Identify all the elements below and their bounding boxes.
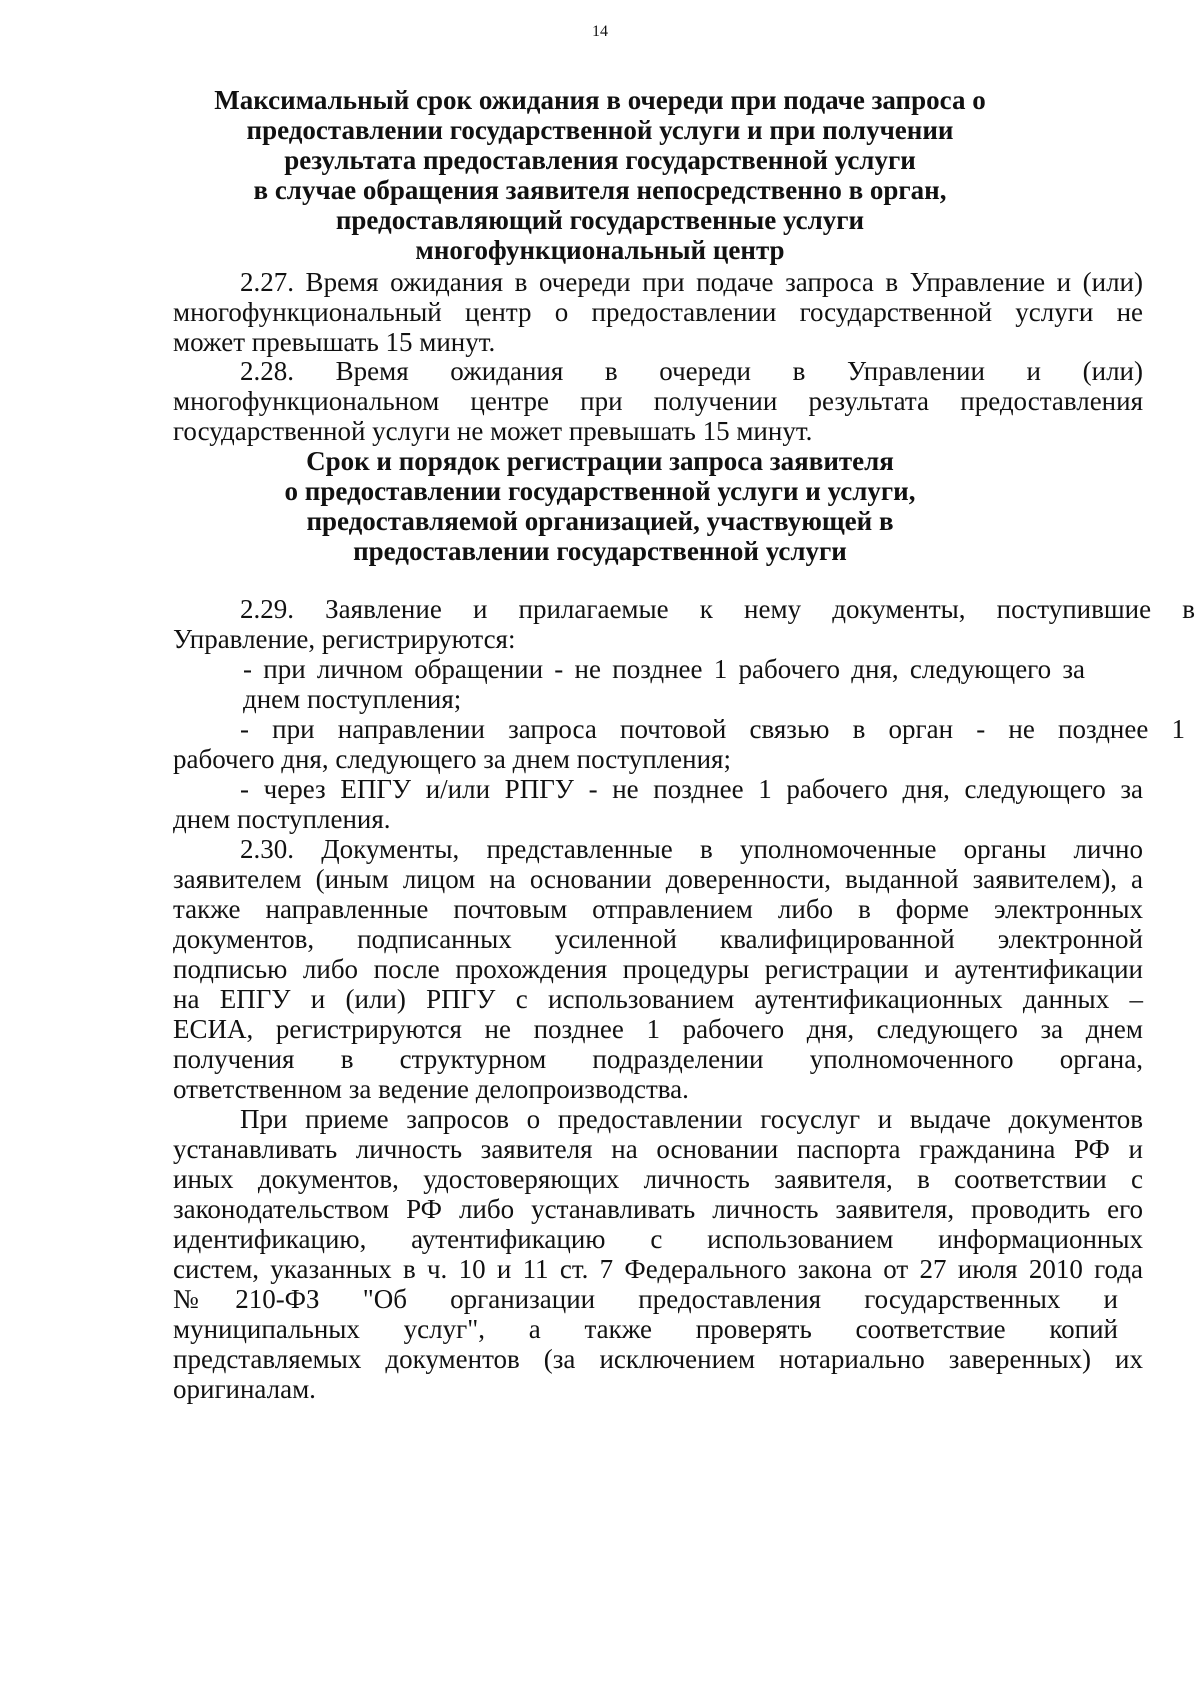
heading-line: предоставляемой организацией, участвующей в [306,506,894,536]
text-line: представляемых документов (за исключением нотариально заверенных) их [173,1344,1143,1374]
text-line: идентификацию, аутентификацию с использованием информационных [173,1224,1143,1254]
text-line: ответственном за ведение делопроизводства. [173,1074,689,1104]
text-line: ЕСИА, регистрируются не позднее 1 рабочего дня, следующего за днем [173,1014,1143,1044]
heading-line: Срок и порядок регистрации запроса заявителя [306,446,894,476]
heading-line: многофункциональный центр [415,235,785,265]
text-line: многофункциональный центр о предоставлении государственной услуги не [173,297,1143,327]
text-line: 2.28. Время ожидания в очереди в Управлении и (или) [240,356,1143,386]
heading-line: предоставляющий государственные услуги [335,205,865,235]
text-line: 2.27. Время ожидания в очереди при подаче запроса в Управление и (или) [240,267,1143,297]
text-line: Управление, регистрируются: [173,624,516,654]
text-line: оригиналам. [173,1374,316,1404]
text-line: При приеме запросов о предоставлении госуслуг и выдаче документов [240,1104,1143,1134]
heading-line: результата предоставления государственной услуги [284,145,916,175]
text-line: государственной услуги не может превышать 15 минут. [173,416,813,446]
text-line: днем поступления. [173,804,391,834]
text-line: подписью либо после прохождения процедуры регистрации и аутентификации [173,954,1143,984]
text-line: на ЕПГУ и (или) РПГУ с использованием аутентификационных данных – [173,984,1143,1014]
heading-line: в случае обращения заявителя непосредственно в орган, [253,175,947,205]
text-line: муниципальных услуг", а также проверять соответствие копий [173,1314,1118,1344]
text-line: многофункциональном центре при получении результата предоставления [173,386,1143,416]
text-line: также направленные почтовым отправлением либо в форме электронных [173,894,1143,924]
heading-line: предоставлении государственной услуги и при получении [246,115,954,145]
list-item: - при направлении запроса почтовой связью в орган - не позднее 1 [240,714,1185,744]
list-item: - через ЕПГУ и/или РПГУ - не позднее 1 рабочего дня, следующего за [240,774,1143,804]
text-line: устанавливать личность заявителя на основании паспорта гражданина РФ и [173,1134,1143,1164]
heading-line: о предоставлении государственной услуги и услуги, [284,476,916,506]
text-line: 2.29. Заявление и прилагаемые к нему документы, поступившие в [240,594,1195,624]
text-line: рабочего дня, следующего за днем поступления; [173,744,731,774]
text-line: систем, указанных в ч. 10 и 11 ст. 7 Федерального закона от 27 июля 2010 года [173,1254,1143,1284]
text-line: заявителем (иным лицом на основании доверенности, выданной заявителем), а [173,864,1143,894]
text-line: днем поступления; [243,684,462,714]
text-line: документов, подписанных усиленной квалифицированной электронной [173,924,1143,954]
page-number: 14 [592,23,608,40]
heading-line: Максимальный срок ожидания в очереди при подаче запроса о [214,85,986,115]
list-item: - при личном обращении - не позднее 1 рабочего дня, следующего за [243,654,1085,684]
heading-line: предоставлении государственной услуги [353,536,847,566]
text-line: 2.30. Документы, представленные в уполномоченные органы лично [240,834,1143,864]
text-line: может превышать 15 минут. [173,327,496,357]
text-line: иных документов, удостоверяющих личность заявителя, в соответствии с [173,1164,1143,1194]
text-line: №210-ФЗ "Об организации предоставления государственных и [173,1284,1118,1314]
text-line: получения в структурном подразделении уполномоченного органа, [173,1044,1143,1074]
text-line: законодательством РФ либо устанавливать личность заявителя, проводить его [173,1194,1143,1224]
